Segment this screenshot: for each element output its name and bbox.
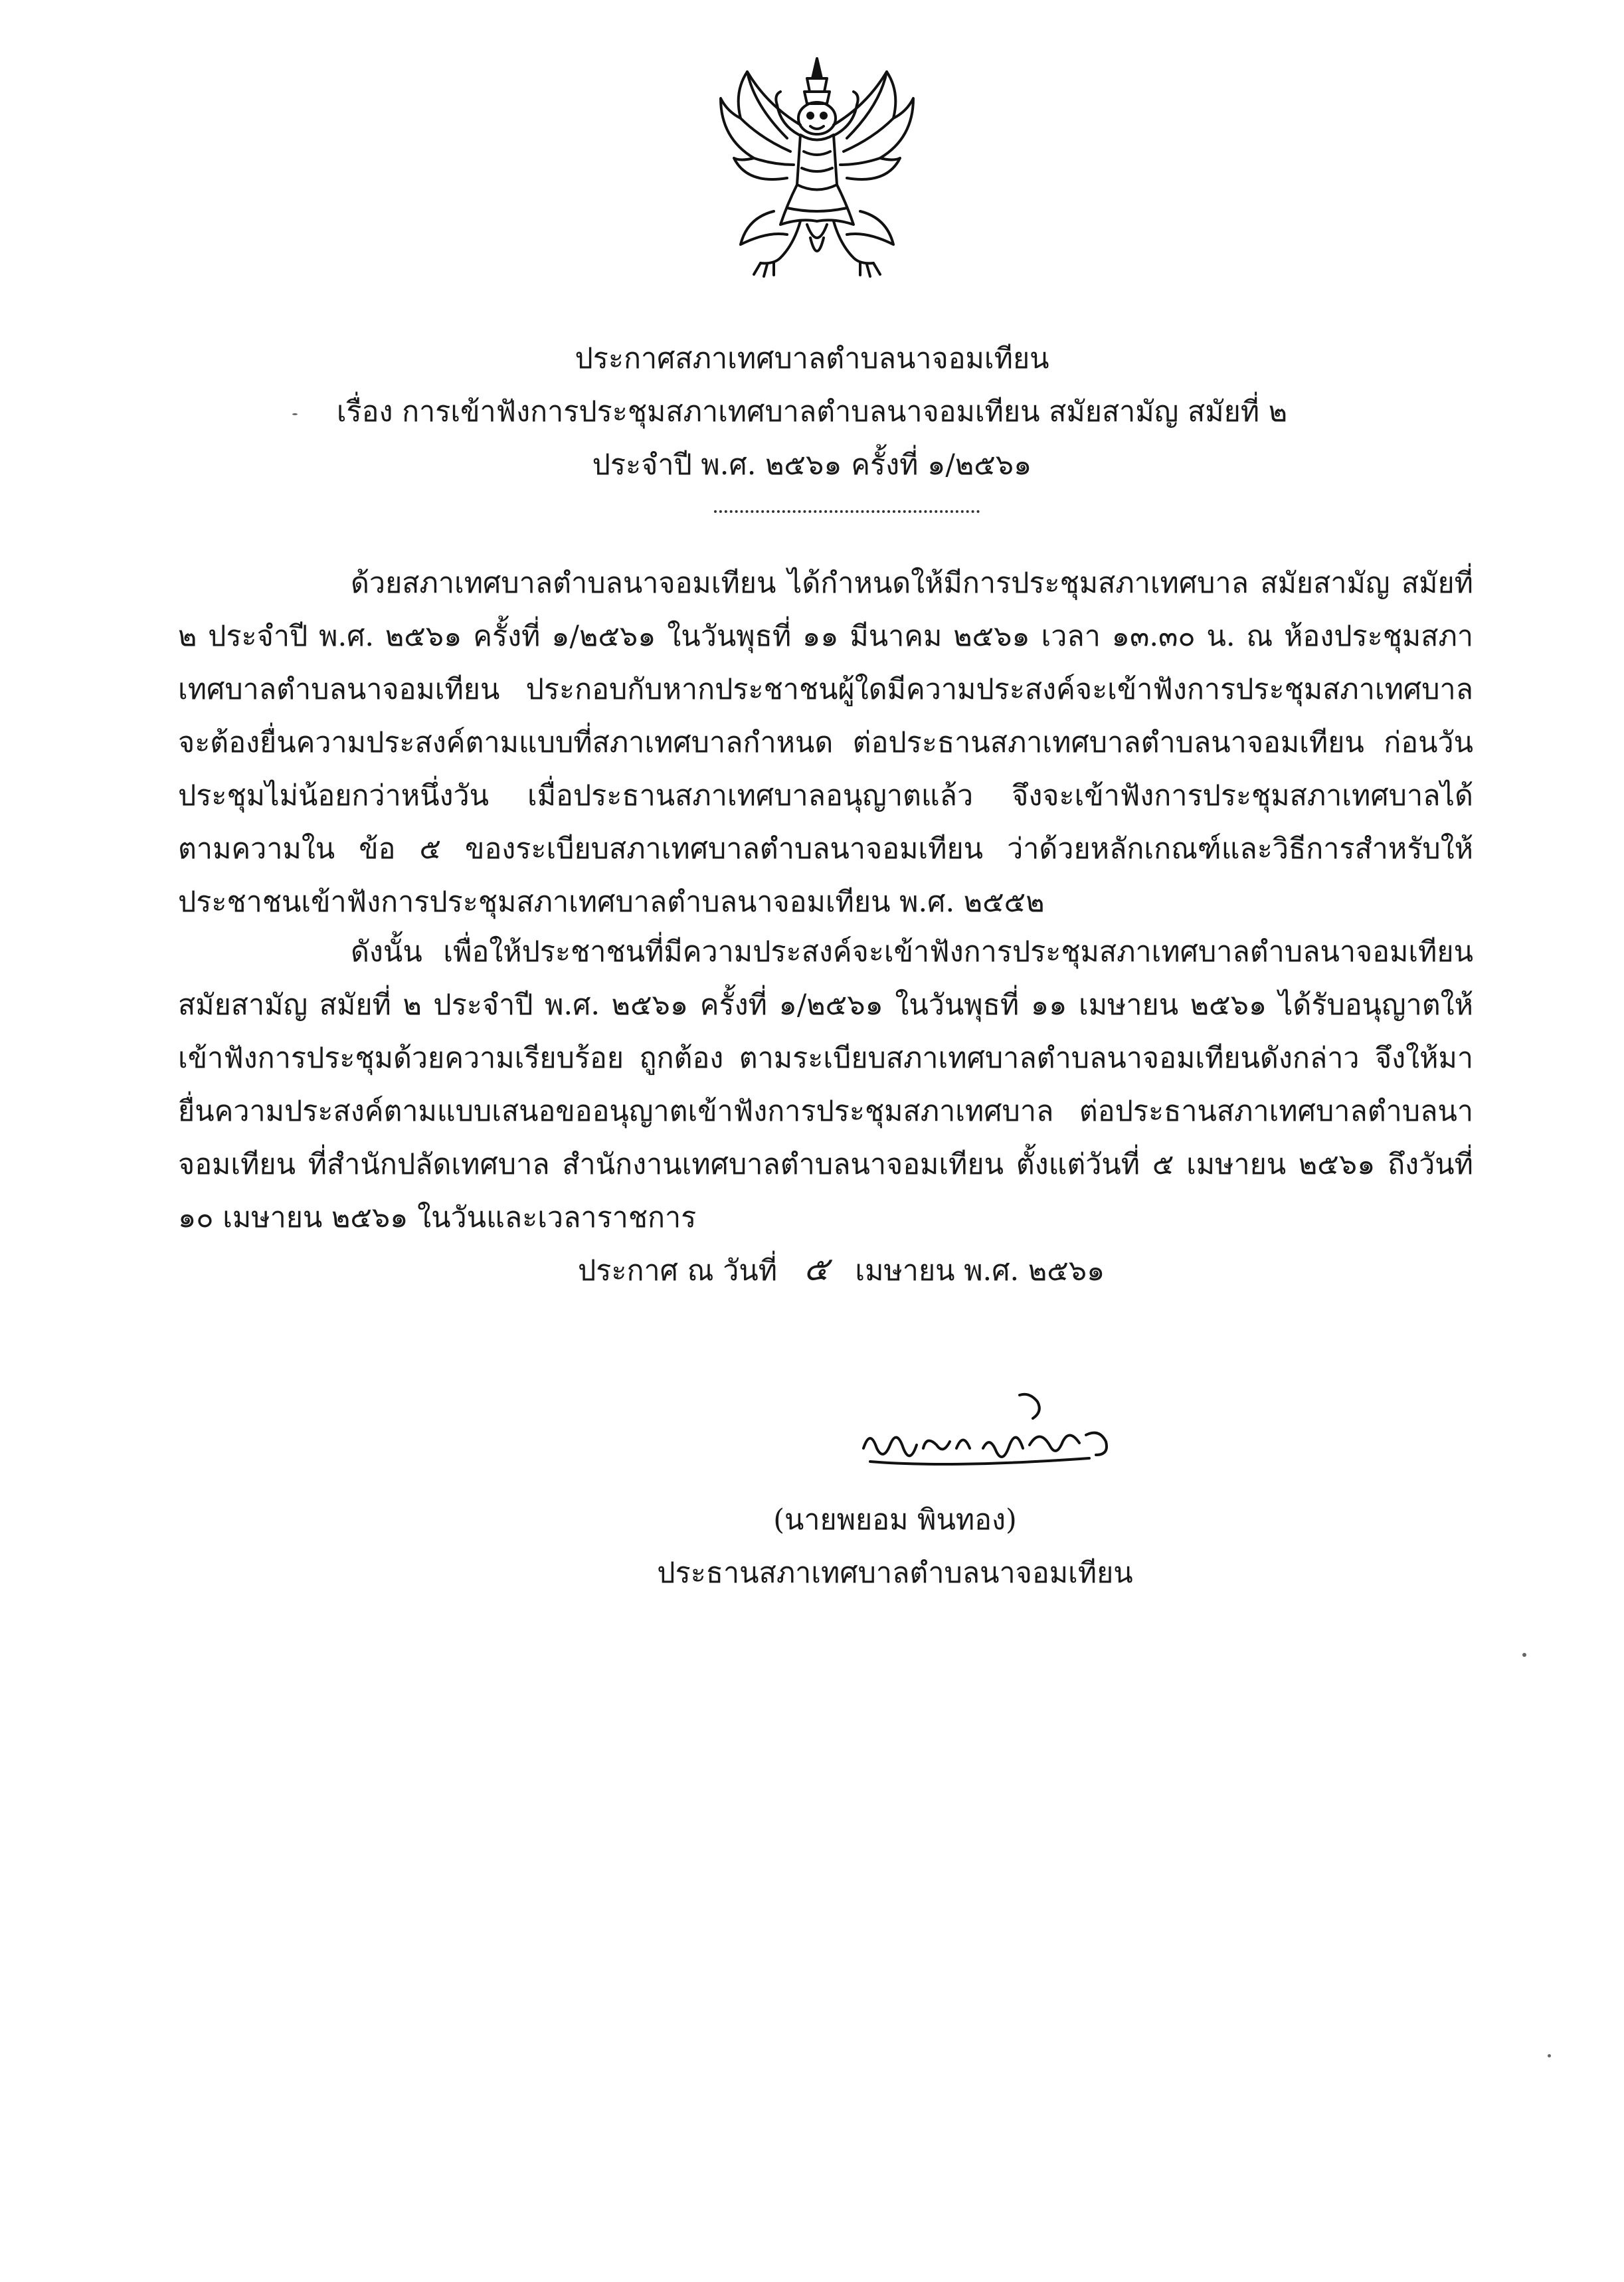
handwritten-signature — [850, 1382, 1129, 1481]
announcement-session: ประจำปี พ.ศ. ๒๕๖๑ ครั้งที่ ๑/๒๕๖๑ — [592, 448, 1032, 482]
signer-position: ประธานสภาเทศบาลตำบลนาจอมเทียน — [657, 1557, 1133, 1590]
date-month-year: เมษายน พ.ศ. ๒๕๖๑ — [855, 1254, 1105, 1287]
announcement-date — [578, 1249, 1105, 1291]
announcement-subject: เรื่อง การเข้าฟังการประชุมสภาเทศบาลตำบลนาจอมเทียน สมัยสามัญ สมัยที่ ๒ — [336, 395, 1288, 428]
scan-speck — [1522, 1653, 1526, 1657]
scan-speck — [292, 413, 298, 415]
date-prefix: ประกาศ ณ วันที่ — [578, 1254, 778, 1287]
scan-speck — [1548, 2054, 1551, 2057]
announcement-title: ประกาศสภาเทศบาลตำบลนาจอมเทียน — [575, 342, 1049, 375]
signer-name: (นายพยอม พินทอง) — [773, 1503, 1017, 1537]
garuda-emblem-icon — [707, 52, 927, 291]
date-day: ๕ — [803, 1250, 829, 1288]
dotted-divider — [714, 504, 980, 513]
body-paragraph-2: ดังนั้น เพื่อให้ประชาชนที่มีความประสงค์จะเข้าฟังการประชุมสภาเทศบาลตำบลนาจอมเทียน สมัยสามัญ สมัยที่ ๒ ประจำปี พ.ศ. ๒๕๖๑ ครั้งที่ ๑/๒๕๖๑ ในวันพุธที่ ๑๑ เมษายน ๒๕๖๑ ได้รับอนุญาตให้เข้าฟังการประชุมด้วยความเรียบร้อย ถูกต้อง ตามระเบียบสภาเทศบาลตำบลนาจอมเทียนดังกล่าว จึงให้มายื่นความประสงค์ตามแบบเสนอขออนุญาตเข้าฟังการประชุมสภาเทศบาล ต่อประธานสภาเทศบาลตำบลนาจอมเทียน ที่สำนักปลัดเทศบาล สำนักงานเทศบาลตำบลนาจอมเทียน ตั้งแต่วันที่ ๕ เมษายน ๒๕๖๑ ถึงวันที่ ๑๐ เมษายน ๒๕๖๑ ในวันและเวลาราชการ — [178, 935, 1473, 1234]
body-paragraph-1: ด้วยสภาเทศบาลตำบลนาจอมเทียน ได้กำหนดให้มีการประชุมสภาเทศบาล สมัยสามัญ สมัยที่ ๒ ประจำปี พ.ศ. ๒๕๖๑ ครั้งที่ ๑/๒๕๖๑ ในวันพุธที่ ๑๑ มีนาคม ๒๕๖๑ เวลา ๑๓.๓๐ น. ณ ห้องประชุมสภาเทศบาลตำบลนาจอมเทียน ประกอบกับหากประชาชนผู้ใดมีความประสงค์จะเข้าฟังการประชุมสภาเทศบาลจะต้องยื่นความประสงค์ตามแบบที่สภาเทศบาลกำหนด ต่อประธานสภาเทศบาลตำบลนาจอมเทียน ก่อนวันประชุมไม่น้อยกว่าหนึ่งวัน เมื่อประธานสภาเทศบาลอนุญาตแล้ว จึงจะเข้าฟังการประชุมสภาเทศบาลได้ ตามความใน ข้อ ๕ ของระเบียบสภาเทศบาลตำบลนาจอมเทียน ว่าด้วยหลักเกณฑ์และวิธีการสำหรับให้ประชาชนเข้าฟังการประชุมสภาเทศบาลตำบลนาจอมเทียน พ.ศ. ๒๕๕๒ — [178, 567, 1473, 919]
